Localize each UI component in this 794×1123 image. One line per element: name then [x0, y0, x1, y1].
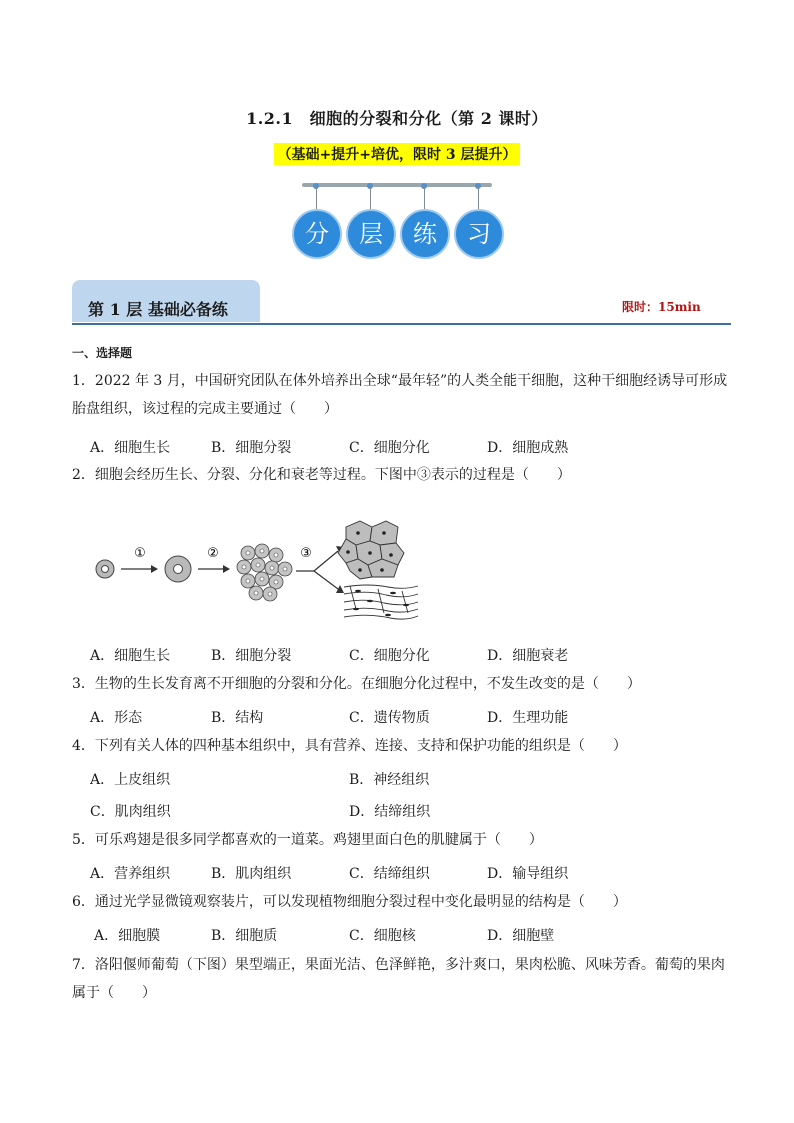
q6-option-a[interactable]: A．细胞膜 — [94, 928, 161, 944]
q4-option-b[interactable]: B．神经组织 — [349, 772, 430, 788]
badge-xi: 习 — [454, 209, 504, 259]
q2-option-a[interactable]: A．细胞生长 — [90, 648, 171, 664]
subtitle-container — [0, 143, 794, 165]
page-title: 1.2.1 细胞的分裂和分化（第 2 课时） — [246, 109, 548, 128]
question-2: 2．细胞会经历生长、分裂、分化和衰老等过程。下图中③表示的过程是（ ） — [72, 467, 571, 483]
q4-option-c[interactable]: C．肌肉组织 — [90, 804, 171, 820]
question-5: 5．可乐鸡翅是很多同学都喜欢的一道菜。鸡翅里面白色的肌腱属于（ ） — [72, 832, 543, 848]
badge-lian: 练 — [400, 209, 450, 259]
step-label-1: ① — [134, 546, 146, 561]
q2-option-c[interactable]: C．细胞分化 — [349, 648, 430, 664]
q6-option-c[interactable]: C．细胞核 — [349, 928, 416, 944]
q1-option-c[interactable]: C．细胞分化 — [349, 440, 430, 456]
cell-process-diagram — [88, 513, 428, 625]
q1-option-b[interactable]: B．细胞分裂 — [211, 440, 292, 456]
arrow-2-head — [223, 565, 230, 573]
epithelial-tissue — [338, 521, 404, 579]
muscle-tissue — [344, 585, 418, 619]
q4-option-d[interactable]: D．结缔组织 — [349, 804, 431, 820]
part-heading: 一、选择题 — [72, 346, 133, 360]
question-4: 4．下列有关人体的四种基本组织中，具有营养、连接、支持和保护功能的组织是（ ） — [72, 738, 627, 754]
q4-option-a[interactable]: A．上皮组织 — [90, 772, 171, 788]
q6-option-b[interactable]: B．细胞质 — [211, 928, 278, 944]
q2-option-d[interactable]: D．细胞衰老 — [487, 648, 569, 664]
badge-pin — [424, 186, 425, 210]
question-1: 1．2022 年 3 月，中国研究团队在体外培养出全球“最年轻”的人类全能干细胞，这种干细胞经诱导可形成胎盘组织，该过程的完成主要通过（ ） — [72, 373, 728, 417]
q3-option-d[interactable]: D．生理功能 — [487, 710, 569, 726]
q5-option-d[interactable]: D．输导组织 — [487, 866, 569, 882]
q5-option-a[interactable]: A．营养组织 — [90, 866, 171, 882]
badge-pin — [316, 186, 317, 210]
cell-cluster — [237, 544, 292, 601]
step-label-3: ③ — [300, 546, 312, 561]
arrow-3-upper — [314, 551, 338, 571]
badge-fen: 分 — [292, 209, 342, 259]
question-7: 7．洛阳偃师葡萄（下图）果型端正，果面光洁、色泽鲜艳，多汁爽口，果肉松脆、风味芳香。葡萄的果肉属于（ ） — [72, 957, 725, 1001]
badge-ceng: 层 — [346, 209, 396, 259]
question-6: 6．通过光学显微镜观察装片，可以发现植物细胞分裂过程中变化最明显的结构是（ ） — [72, 894, 627, 910]
q5-option-b[interactable]: B．肌肉组织 — [211, 866, 292, 882]
single-cell-small — [96, 560, 114, 578]
badge-pin — [478, 186, 479, 210]
badge-rail — [302, 183, 492, 187]
page-subtitle: （基础+提升+培优，限时 3 层提升） — [274, 143, 521, 165]
badge-pin — [370, 186, 371, 210]
section-divider — [72, 323, 731, 325]
q3-option-c[interactable]: C．遗传物质 — [349, 710, 430, 726]
section-title: 第 1 层 基础必备练 — [88, 300, 228, 319]
q5-option-c[interactable]: C．结缔组织 — [349, 866, 430, 882]
q1-option-a[interactable]: A．细胞生长 — [90, 440, 171, 456]
arrow-1-head — [151, 565, 158, 573]
question-3: 3．生物的生长发育离不开细胞的分裂和分化。在细胞分化过程中，不发生改变的是（ ） — [72, 676, 641, 692]
q2-option-b[interactable]: B．细胞分裂 — [211, 648, 292, 664]
time-limit: 限时：15min — [622, 300, 701, 314]
q3-option-b[interactable]: B．结构 — [211, 710, 264, 726]
step-label-2: ② — [207, 546, 219, 561]
single-cell-large — [165, 556, 191, 582]
q6-option-d[interactable]: D．细胞壁 — [487, 928, 555, 944]
q3-option-a[interactable]: A．形态 — [90, 710, 143, 726]
arrow-3-lower — [314, 571, 338, 589]
q1-option-d[interactable]: D．细胞成熟 — [487, 440, 569, 456]
